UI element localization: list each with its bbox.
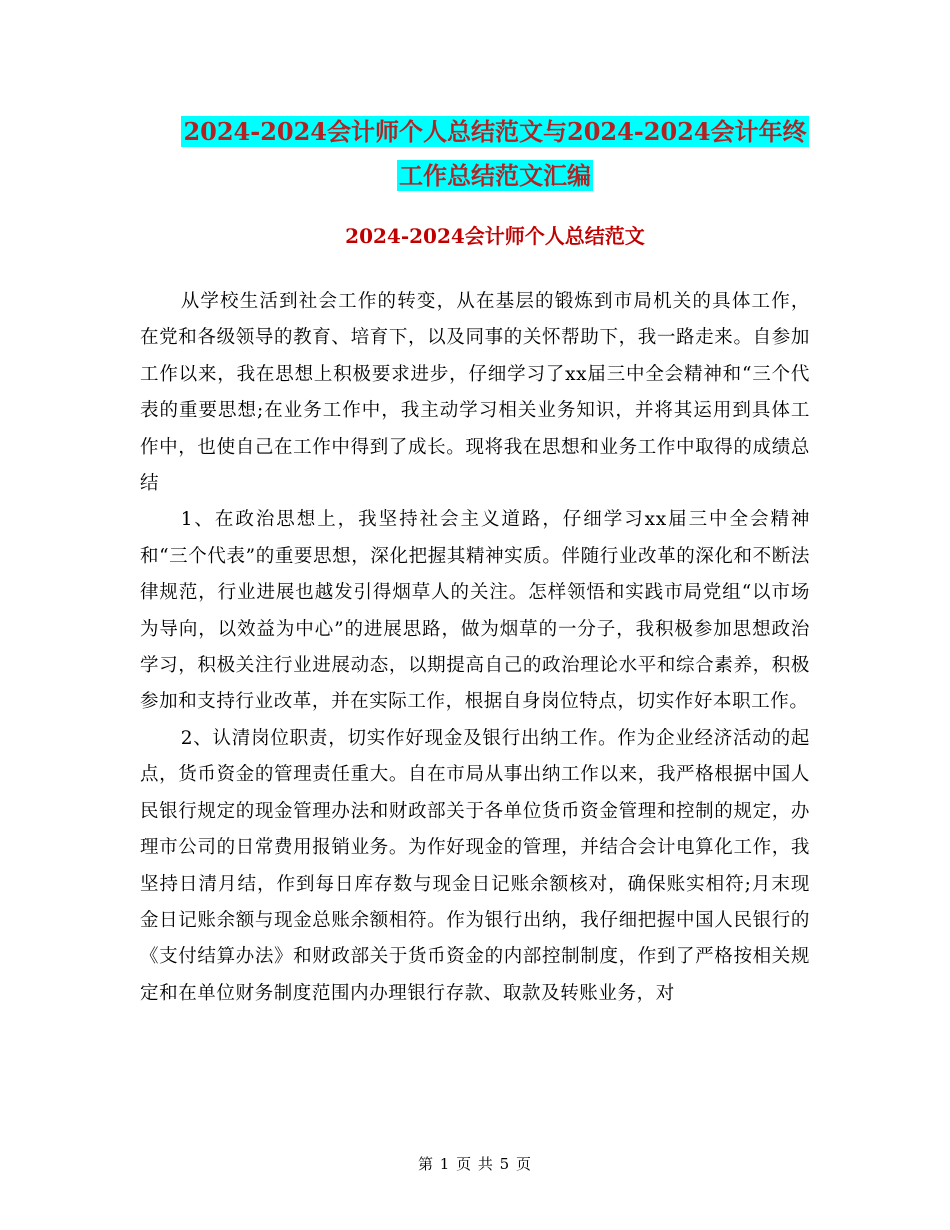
page-footer: 第 1 页 共 5 页 <box>418 1155 532 1173</box>
document-title <box>140 110 850 198</box>
title-line-2: 工作总结范文汇编 <box>399 161 591 190</box>
body-text <box>140 284 810 1012</box>
title-line-1: 2024-2024会计师个人总结范文与2024-2024会计年终 <box>183 117 807 146</box>
paragraph-political-thought: 1、在政治思想上，我坚持社会主义道路，仔细学习xx届三中全会精神和“三个代表”的重要思想，深化把握其精神实质。伴随行业改革的深化和不断法律规范，行业进展也越发引得烟草人的关注。怎样领悟和实践市局党组“以市场为导向，以效益为中心”的进展思路，做为烟草的一分子，我积极参加思想政治学习，积极关注行业进展动态，以期提高自己的政治理论水平和综合素养，积极参加和支持行业改革，并在实际工作，根据自身岗位特点，切实作好本职工作。 <box>140 509 810 713</box>
section-title: 2024-2024会计师个人总结范文 <box>345 224 645 248</box>
paragraph-cashier-duties: 2、认清岗位职责，切实作好现金及银行出纳工作。作为企业经济活动的起点，货币资金的管理责任重大。自在市局从事出纳工作以来，我严格根据中国人民银行规定的现金管理办法和财政部关于各单位货币资金管理和控制的规定，办理市公司的日常费用报销业务。为作好现金的管理，并结合会计电算化工作，我坚持日清月结，作到每日库存数与现金日记账余额核对，确保账实相符;月末现金日记账余额与现金总账余额相符。作为银行出纳，我仔细把握中国人民银行的《支付结算办法》和财政部关于货币资金的内部控制制度，作到了严格按相关规定和在单位财务制度范围内办理银行存款、取款及转账业务，对 <box>140 727 810 1004</box>
paragraph-intro: 从学校生活到社会工作的转变，从在基层的锻炼到市局机关的具体工作，在党和各级领导的教育、培育下，以及同事的关怀帮助下，我一路走来。自参加工作以来，我在思想上积极要求进步，仔细学习了xx届三中全会精神和“三个代表的重要思想;在业务工作中，我主动学习相关业务知识，并将其运用到具体工作中，也使自己在工作中得到了成长。现将我在思想和业务工作中取得的成绩总结 <box>140 291 810 495</box>
